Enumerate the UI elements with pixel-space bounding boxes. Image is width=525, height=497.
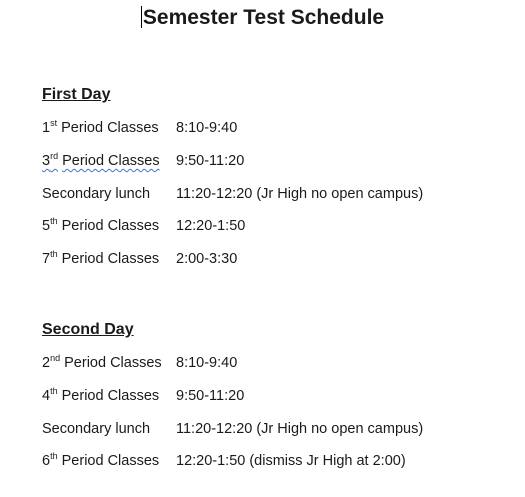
row-time: 12:20-1:50 bbox=[176, 453, 246, 469]
period-number: 6 bbox=[42, 453, 51, 469]
period-number: 3 bbox=[42, 153, 51, 169]
document-title-text: Semester Test Schedule bbox=[142, 6, 385, 29]
document-title bbox=[0, 6, 525, 30]
schedule-row bbox=[42, 388, 244, 408]
row-label bbox=[42, 453, 176, 469]
row-time: 11:20-12:20 bbox=[176, 186, 253, 202]
schedule-row bbox=[42, 120, 237, 140]
period-ordinal-suffix: nd bbox=[50, 353, 61, 364]
lunch-label-text: Secondary lunch bbox=[42, 186, 151, 202]
period-ordinal-suffix: th bbox=[50, 386, 58, 397]
row-time: 9:50-11:20 bbox=[176, 388, 245, 404]
period-label-text: Period Classes bbox=[61, 453, 160, 469]
period-label-text: Period Classes bbox=[61, 251, 160, 267]
row-label bbox=[42, 251, 176, 267]
period-number: 1 bbox=[42, 120, 51, 136]
period-label-text: Period Classes bbox=[61, 120, 159, 136]
row-time: 8:10-9:40 bbox=[176, 355, 238, 371]
schedule-row bbox=[42, 186, 423, 206]
section-heading-second-day: Second Day bbox=[42, 321, 134, 338]
period-label-text: Period Classes bbox=[61, 388, 160, 404]
schedule-row bbox=[42, 421, 423, 441]
row-label bbox=[42, 120, 176, 136]
row-note: (Jr High no open campus) bbox=[256, 421, 424, 437]
period-ordinal-suffix: th bbox=[50, 249, 58, 260]
period-label-text: Period Classes bbox=[61, 218, 160, 234]
schedule-row bbox=[42, 251, 237, 271]
schedule-row bbox=[42, 453, 406, 473]
period-ordinal-suffix: th bbox=[50, 451, 58, 462]
period-label-text: Period Classes bbox=[64, 355, 162, 371]
period-ordinal-suffix: rd bbox=[50, 151, 59, 162]
period-number: 4 bbox=[42, 388, 51, 404]
row-label bbox=[42, 153, 176, 169]
row-note: (dismiss Jr High at 2:00) bbox=[249, 453, 406, 469]
row-time: 12:20-1:50 bbox=[176, 218, 246, 234]
row-time: 11:20-12:20 bbox=[176, 421, 253, 437]
row-time: 8:10-9:40 bbox=[176, 120, 238, 136]
spellcheck-flagged-text bbox=[42, 153, 160, 169]
row-time: 2:00-3:30 bbox=[176, 251, 238, 267]
schedule-row bbox=[42, 218, 245, 238]
period-ordinal-suffix: th bbox=[50, 216, 58, 227]
period-number: 2 bbox=[42, 355, 51, 371]
period-label-text: Period Classes bbox=[62, 153, 160, 169]
period-number: 7 bbox=[42, 251, 51, 267]
section-heading-first-day: First Day bbox=[42, 86, 111, 103]
row-label bbox=[42, 186, 176, 202]
row-label bbox=[42, 218, 176, 234]
row-label bbox=[42, 421, 176, 437]
row-note: (Jr High no open campus) bbox=[256, 186, 424, 202]
row-label bbox=[42, 388, 176, 404]
lunch-label-text: Secondary lunch bbox=[42, 421, 151, 437]
row-time: 9:50-11:20 bbox=[176, 153, 245, 169]
period-ordinal-suffix: st bbox=[50, 118, 58, 129]
text-cursor bbox=[141, 6, 142, 28]
schedule-row bbox=[42, 355, 237, 375]
period-number: 5 bbox=[42, 218, 51, 234]
schedule-row bbox=[42, 153, 244, 173]
row-label bbox=[42, 355, 176, 371]
